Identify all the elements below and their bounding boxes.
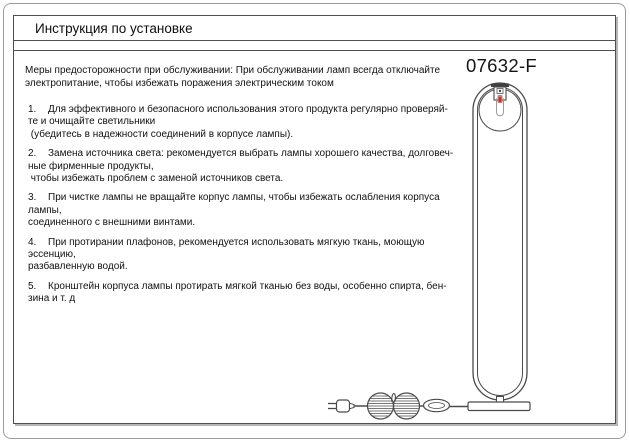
item-line: чтобы избежать проблем с заменой источников света. bbox=[28, 173, 284, 185]
led-filament bbox=[499, 97, 501, 102]
model-number: 07632-F bbox=[466, 55, 538, 76]
warning-line: электропитание, чтобы избежать поражения электрическим током bbox=[25, 77, 334, 89]
item-line: Кронштейн корпуса лампы протирать мягкой тканью без воды, особенно спирта, бен- bbox=[48, 280, 447, 292]
warning-line: Меры предосторожности при обслуживании: При обслуживании ламп всегда отключайте bbox=[25, 65, 441, 76]
document-frame bbox=[13, 15, 616, 424]
item-line: соединенного с внешними винтами. bbox=[28, 217, 196, 229]
inline-switch bbox=[424, 399, 450, 411]
item-line: зина и т. д bbox=[28, 293, 76, 305]
item-number: 4. bbox=[28, 236, 37, 248]
plug-cable-boot bbox=[350, 403, 355, 408]
item-line: эссенцию, bbox=[28, 249, 76, 261]
content-area bbox=[14, 51, 615, 421]
item-line: Для эффективного и безопасного использования этого продукта регулярно проверяй- bbox=[48, 104, 448, 115]
item-line: лампы, bbox=[28, 204, 62, 216]
item-number: 5. bbox=[28, 280, 37, 292]
item-line: Замена источника света: рекомендуется выбрать лампы хорошего качества, долговеч- bbox=[48, 148, 454, 160]
item-line: те и очищайте светильники bbox=[28, 116, 156, 128]
item-line: При протирании плафонов, рекомендуется использовать мягкую ткань, моющую bbox=[48, 236, 425, 248]
item-line: При чистке лампы не вращайте корпус лампы, чтобы избежать ослабления корпуса bbox=[48, 192, 440, 204]
cable-loop bbox=[392, 394, 396, 402]
item-line: ные фирменные продукты, bbox=[28, 160, 154, 172]
page-title: Инструкция по установке bbox=[35, 21, 193, 36]
item-line: (убедитесь в надежности соединений в корпусе лампы). bbox=[28, 128, 294, 140]
power-plug-body bbox=[337, 400, 350, 412]
socket-contact bbox=[499, 90, 501, 92]
item-number: 1. bbox=[28, 104, 37, 115]
spacer-row bbox=[14, 41, 615, 51]
item-line: разбавленную водой. bbox=[28, 261, 128, 273]
item-number: 3. bbox=[28, 192, 37, 204]
lamp-base bbox=[468, 402, 530, 411]
item-number: 2. bbox=[28, 148, 37, 160]
floor-lamp-diagram bbox=[320, 78, 560, 423]
cable-coil-left bbox=[368, 393, 394, 419]
title-row bbox=[14, 16, 615, 41]
cable-coil-right bbox=[394, 393, 420, 419]
